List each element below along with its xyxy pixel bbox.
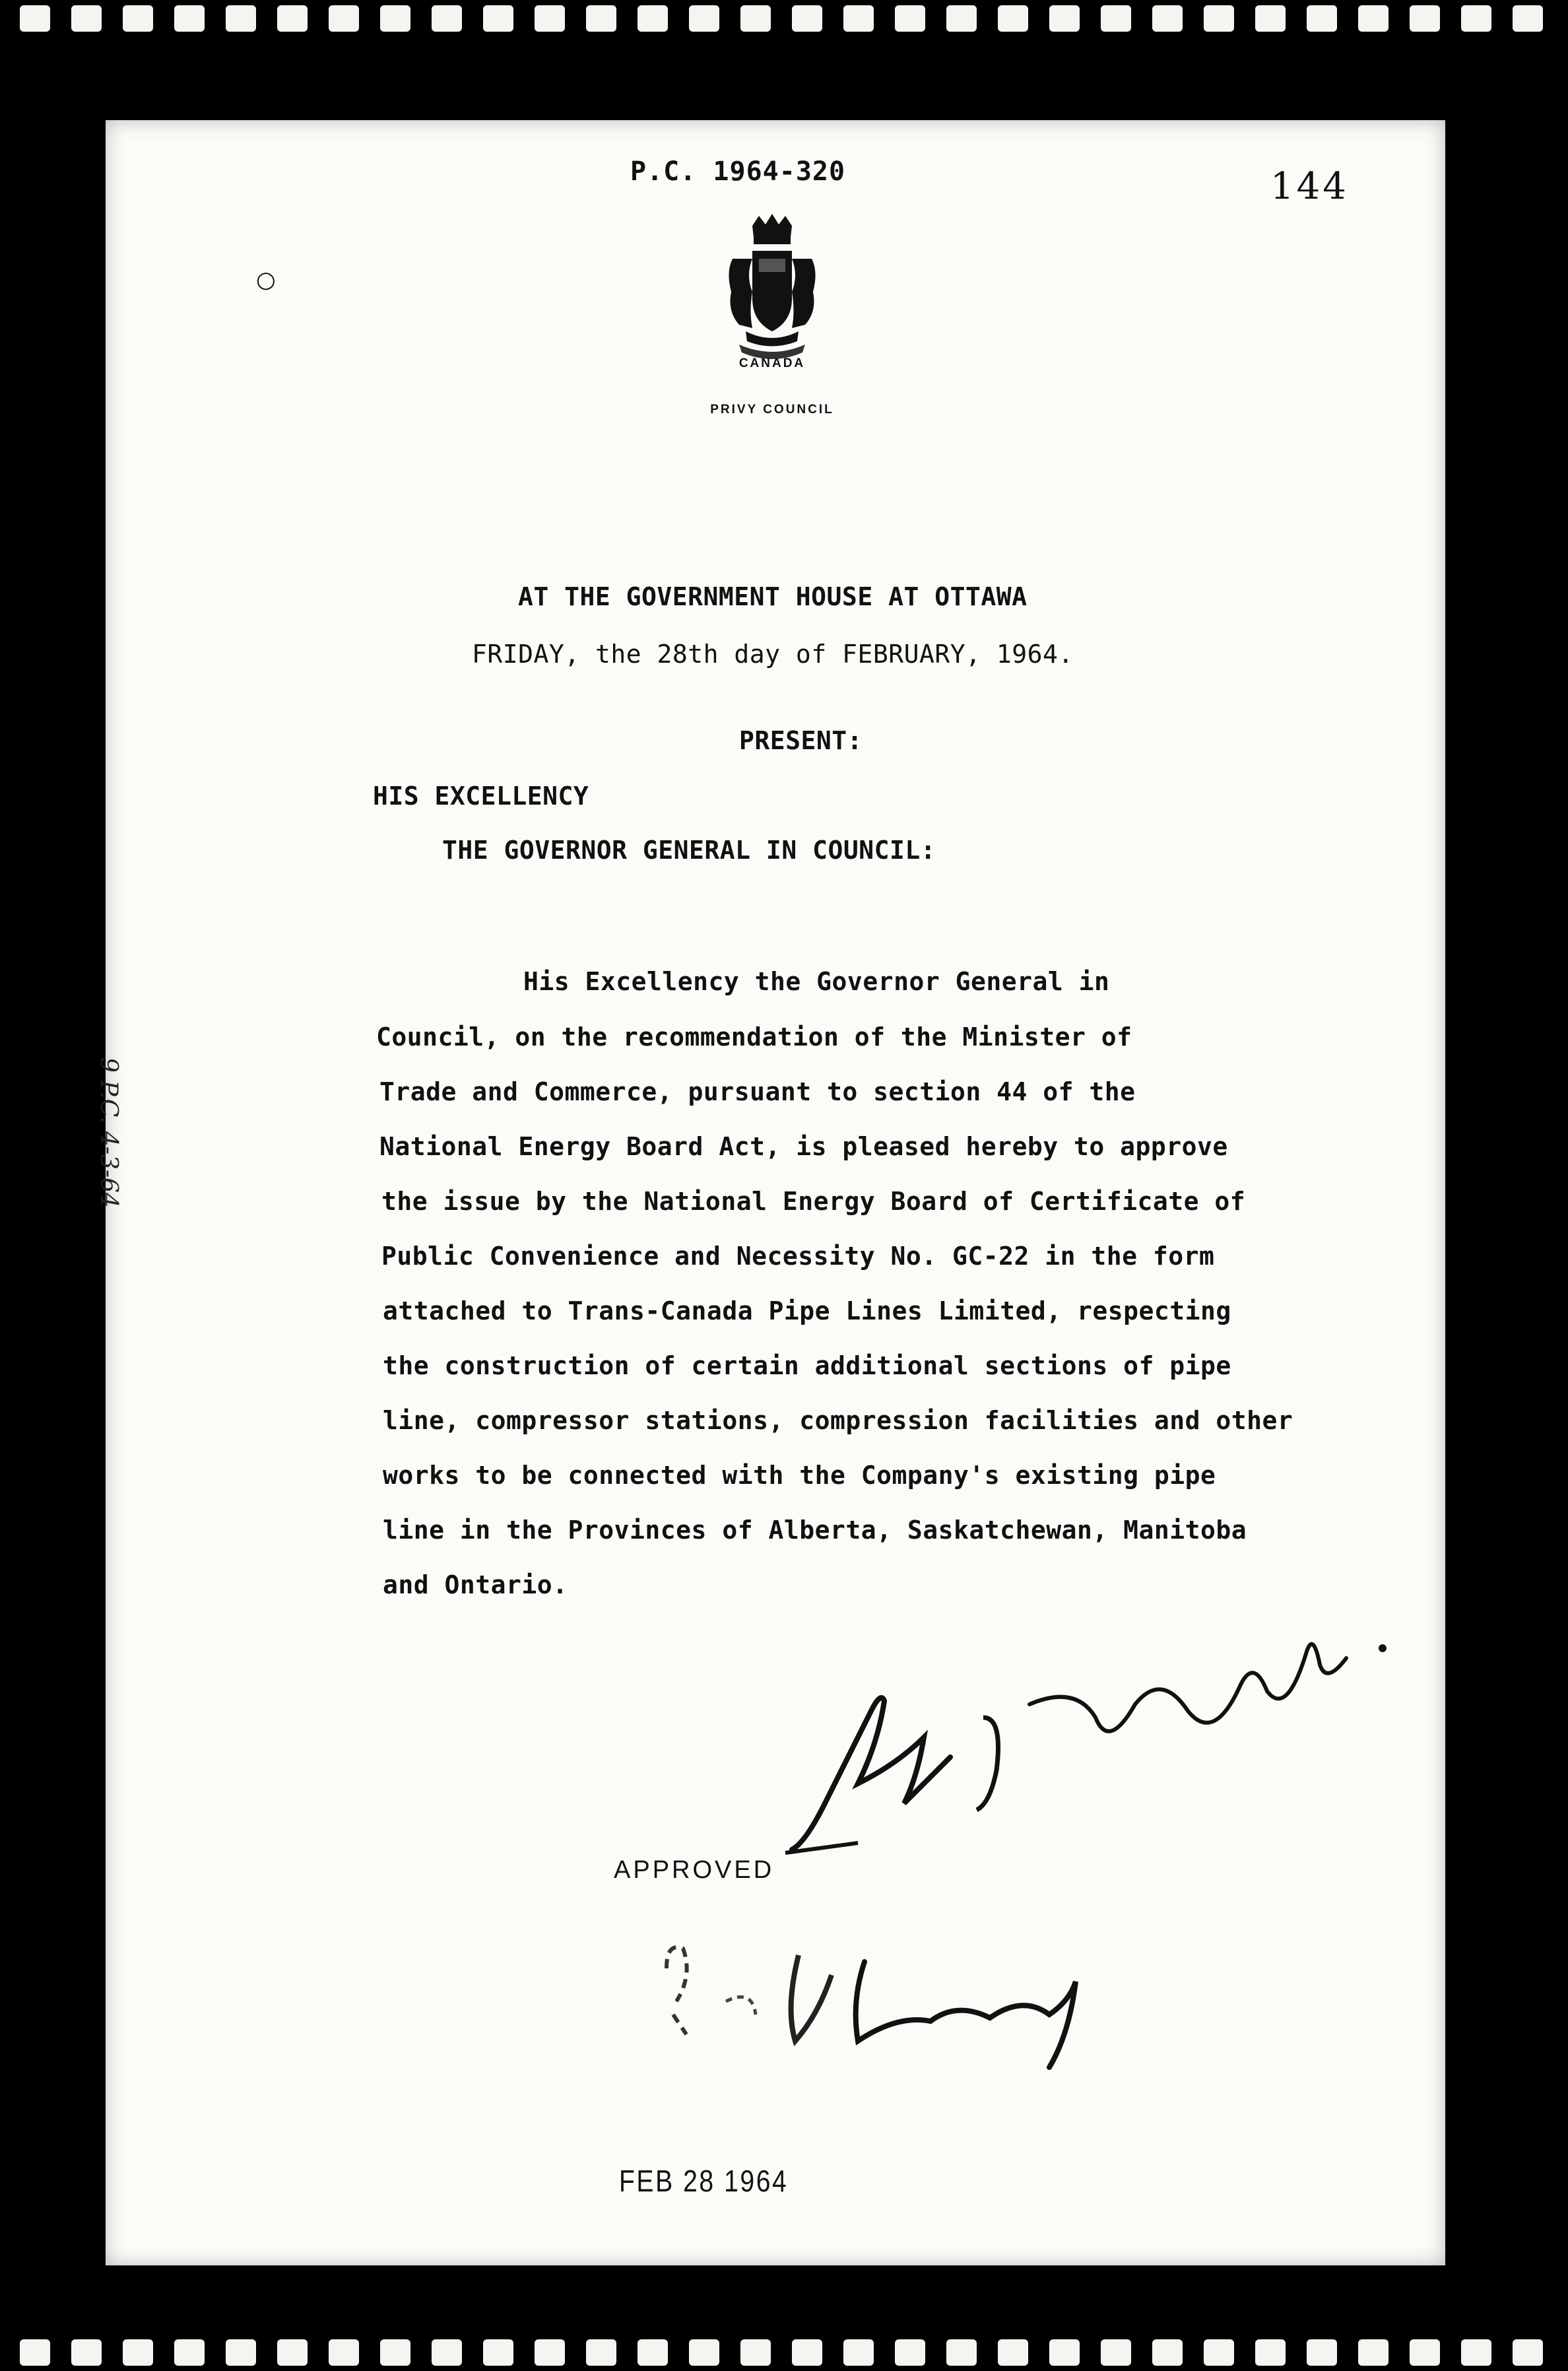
sprocket-hole (895, 5, 925, 32)
sprocket-hole (637, 5, 668, 32)
sprocket-hole (329, 2339, 359, 2366)
sprocket-hole (380, 5, 410, 32)
body-line: line in the Provinces of Alberta, Saskatchewan, Manitoba (383, 1516, 1247, 1545)
sprocket-hole (123, 2339, 153, 2366)
sprocket-hole (1410, 2339, 1440, 2366)
sprocket-hole (1101, 2339, 1131, 2366)
sprocket-hole (1049, 2339, 1080, 2366)
sprocket-hole (20, 2339, 50, 2366)
sprocket-hole (174, 5, 205, 32)
body-line: National Energy Board Act, is pleased hereby to approve (379, 1132, 1228, 1161)
sprocket-hole (1307, 5, 1337, 32)
sprocket-hole (20, 5, 50, 32)
sprocket-hole (792, 2339, 822, 2366)
sprocket-hole (1461, 5, 1491, 32)
sprocket-hole (226, 2339, 256, 2366)
sprocket-hole (895, 2339, 925, 2366)
clerk-signature (766, 1586, 1399, 1863)
sprocket-hole (71, 2339, 102, 2366)
margin-handwritten-note: 9 P.C. 4-3-64 (95, 1057, 122, 1208)
body-line: works to be connected with the Company's existing pipe (383, 1461, 1216, 1490)
addressee-line-2: THE GOVERNOR GENERAL IN COUNCIL: (442, 836, 936, 865)
sprocket-hole (689, 5, 719, 32)
body-line: Council, on the recommendation of the Minister of (376, 1022, 1132, 1052)
place-line: AT THE GOVERNMENT HOUSE AT OTTAWA (518, 582, 1028, 611)
crest-label-privy-council: PRIVY COUNCIL (710, 403, 834, 417)
sprocket-hole (1152, 2339, 1183, 2366)
sprocket-hole (432, 5, 462, 32)
order-number: P.C. 1964-320 (630, 156, 846, 187)
sprocket-hole (1255, 2339, 1286, 2366)
sprocket-hole (483, 5, 513, 32)
sprocket-hole (483, 2339, 513, 2366)
sprocket-hole (689, 2339, 719, 2366)
sprocket-hole (277, 2339, 308, 2366)
sprocket-hole (637, 2339, 668, 2366)
sprocket-hole (1513, 2339, 1543, 2366)
sprocket-hole (586, 2339, 616, 2366)
sprocket-hole (843, 5, 874, 32)
sprocket-hole (586, 5, 616, 32)
sprocket-hole (1049, 5, 1080, 32)
sprocket-hole (792, 5, 822, 32)
approved-label: APPROVED (614, 1856, 775, 1884)
addressee-line-1: HIS EXCELLENCY (373, 782, 589, 811)
sprocket-hole (380, 2339, 410, 2366)
sprocket-hole (123, 5, 153, 32)
binder-hole-mark: ○ (256, 267, 276, 293)
sprocket-hole (1410, 5, 1440, 32)
sprocket-hole (1461, 2339, 1491, 2366)
sprocket-hole (432, 2339, 462, 2366)
sprocket-hole (843, 2339, 874, 2366)
sprocket-hole (1204, 2339, 1234, 2366)
document-page (95, 120, 1445, 2265)
sprocket-hole (1101, 5, 1131, 32)
sprocket-hole (277, 5, 308, 32)
film-sprockets-bottom (0, 2339, 1568, 2366)
body-line: Trade and Commerce, pursuant to section 44 of the (379, 1077, 1136, 1106)
sprocket-hole (1307, 2339, 1337, 2366)
governor-general-signature (647, 1902, 1161, 2074)
body-line: the construction of certain additional sections of pipe (383, 1351, 1231, 1380)
sprocket-hole (329, 5, 359, 32)
sprocket-hole (71, 5, 102, 32)
film-sprockets-top (0, 5, 1568, 32)
sprocket-hole (174, 2339, 205, 2366)
body-line: and Ontario. (383, 1570, 568, 1599)
sprocket-hole (1358, 5, 1388, 32)
sprocket-hole (1152, 5, 1183, 32)
sprocket-hole (740, 2339, 771, 2366)
sprocket-hole (740, 5, 771, 32)
sprocket-hole (226, 5, 256, 32)
sprocket-hole (1513, 5, 1543, 32)
sprocket-hole (535, 5, 565, 32)
present-heading: PRESENT: (739, 726, 863, 755)
sprocket-hole (998, 2339, 1028, 2366)
sprocket-hole (535, 2339, 565, 2366)
body-line: Public Convenience and Necessity No. GC-22 in the form (381, 1242, 1215, 1271)
sprocket-hole (946, 2339, 977, 2366)
date-line: FRIDAY, the 28th day of FEBRUARY, 1964. (472, 640, 1074, 669)
body-line: line, compressor stations, compression facilities and other (383, 1406, 1293, 1435)
crest-label-canada: CANADA (738, 356, 806, 370)
approval-date-stamp: FEB 28 1964 (619, 2164, 789, 2198)
body-line: the issue by the National Energy Board of Certificate of (381, 1187, 1246, 1216)
sprocket-hole (998, 5, 1028, 32)
sprocket-hole (1358, 2339, 1388, 2366)
page-number-stamp: 144 (1270, 165, 1349, 208)
sprocket-hole (946, 5, 977, 32)
sprocket-hole (1255, 5, 1286, 32)
canada-crest-icon (713, 213, 832, 463)
body-line: His Excellency the Governor General in (523, 967, 1110, 996)
body-line: attached to Trans-Canada Pipe Lines Limited, respecting (383, 1296, 1231, 1325)
sprocket-hole (1204, 5, 1234, 32)
